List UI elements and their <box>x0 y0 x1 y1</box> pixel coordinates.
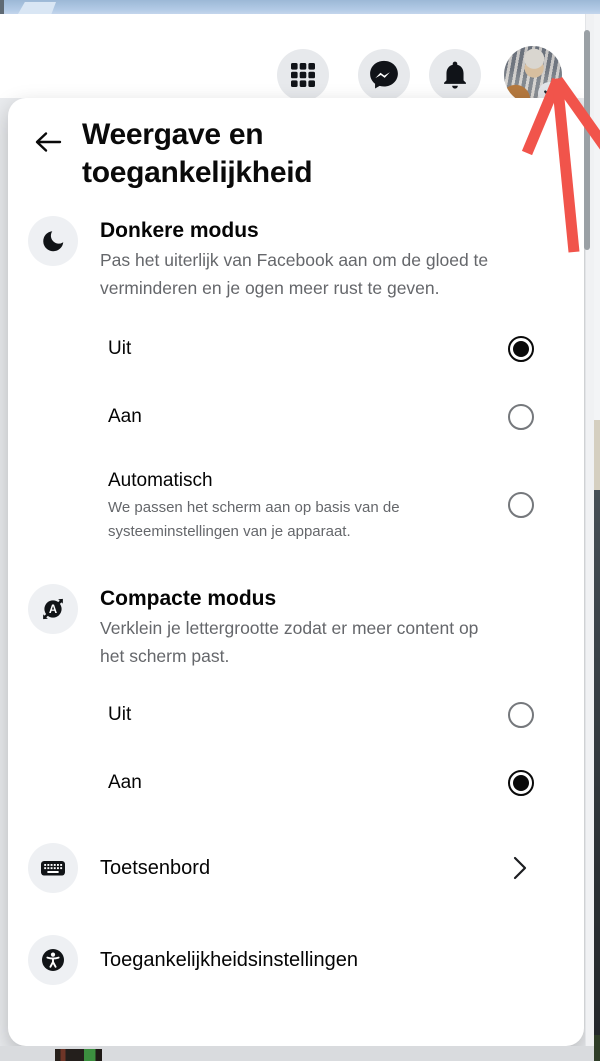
option-label: Aan <box>108 772 142 793</box>
messenger-icon <box>367 58 401 92</box>
dark-mode-option-aan[interactable] <box>108 394 564 440</box>
browser-top-strip <box>0 0 600 14</box>
accessibility-settings-link[interactable] <box>28 932 564 988</box>
apps-grid-icon <box>290 62 316 88</box>
page-title: Weergave en toegankelijkheid <box>82 118 313 189</box>
page-background-edge <box>594 420 600 490</box>
apps-menu-button[interactable] <box>277 49 329 101</box>
section-dark-mode <box>28 216 564 302</box>
browser-tab <box>18 2 56 14</box>
facebook-header <box>0 14 600 98</box>
compact-text-icon <box>28 584 78 634</box>
page-background-photo-edge <box>594 1035 600 1061</box>
section-compact-mode <box>28 584 564 670</box>
compact-mode-option-uit[interactable] <box>108 692 564 738</box>
radio-unselected[interactable] <box>508 492 534 518</box>
back-button[interactable] <box>30 122 66 162</box>
section-title: Donkere modus <box>100 219 259 242</box>
notifications-bell-icon <box>439 59 471 91</box>
scrollbar-thumb[interactable] <box>584 30 590 250</box>
section-description: Pas het uiterlijk van Facebook aan om de gloed te verminderen en je ogen meer rust te geven. <box>100 250 489 298</box>
chevron-right-icon <box>510 854 530 882</box>
menu-header <box>28 116 564 192</box>
option-label: Aan <box>108 406 142 427</box>
dark-mode-option-automatisch[interactable] <box>108 462 564 548</box>
moon-icon <box>28 216 78 266</box>
option-description: We passen het scherm aan op basis van de systeeminstellingen van je apparaat. <box>108 499 400 540</box>
link-label: Toetsenbord <box>100 856 211 879</box>
keyboard-icon <box>28 843 78 893</box>
messenger-button[interactable] <box>358 49 410 101</box>
notifications-button[interactable] <box>429 49 481 101</box>
radio-unselected[interactable] <box>508 404 534 430</box>
accessibility-icon <box>28 935 78 985</box>
display-accessibility-menu <box>8 98 584 1046</box>
background-photo-fragment <box>55 1049 102 1061</box>
radio-unselected[interactable] <box>508 702 534 728</box>
keyboard-settings-link[interactable] <box>28 840 564 896</box>
option-label: Automatisch <box>108 470 213 491</box>
section-title: Compacte modus <box>100 587 277 610</box>
dark-mode-option-uit[interactable] <box>108 326 564 372</box>
compact-mode-option-aan[interactable] <box>108 760 564 806</box>
svg-text:A: A <box>48 604 58 617</box>
option-label: Uit <box>108 338 132 359</box>
option-label: Uit <box>108 704 132 725</box>
radio-selected[interactable] <box>508 770 534 796</box>
page-background-photo-edge <box>594 490 600 1035</box>
radio-selected[interactable] <box>508 336 534 362</box>
page-background-edge <box>594 14 600 420</box>
link-label: Toegankelijkheidsinstellingen <box>100 948 358 971</box>
section-description: Verklein je lettergrootte zodat er meer content op het scherm past. <box>100 618 479 666</box>
